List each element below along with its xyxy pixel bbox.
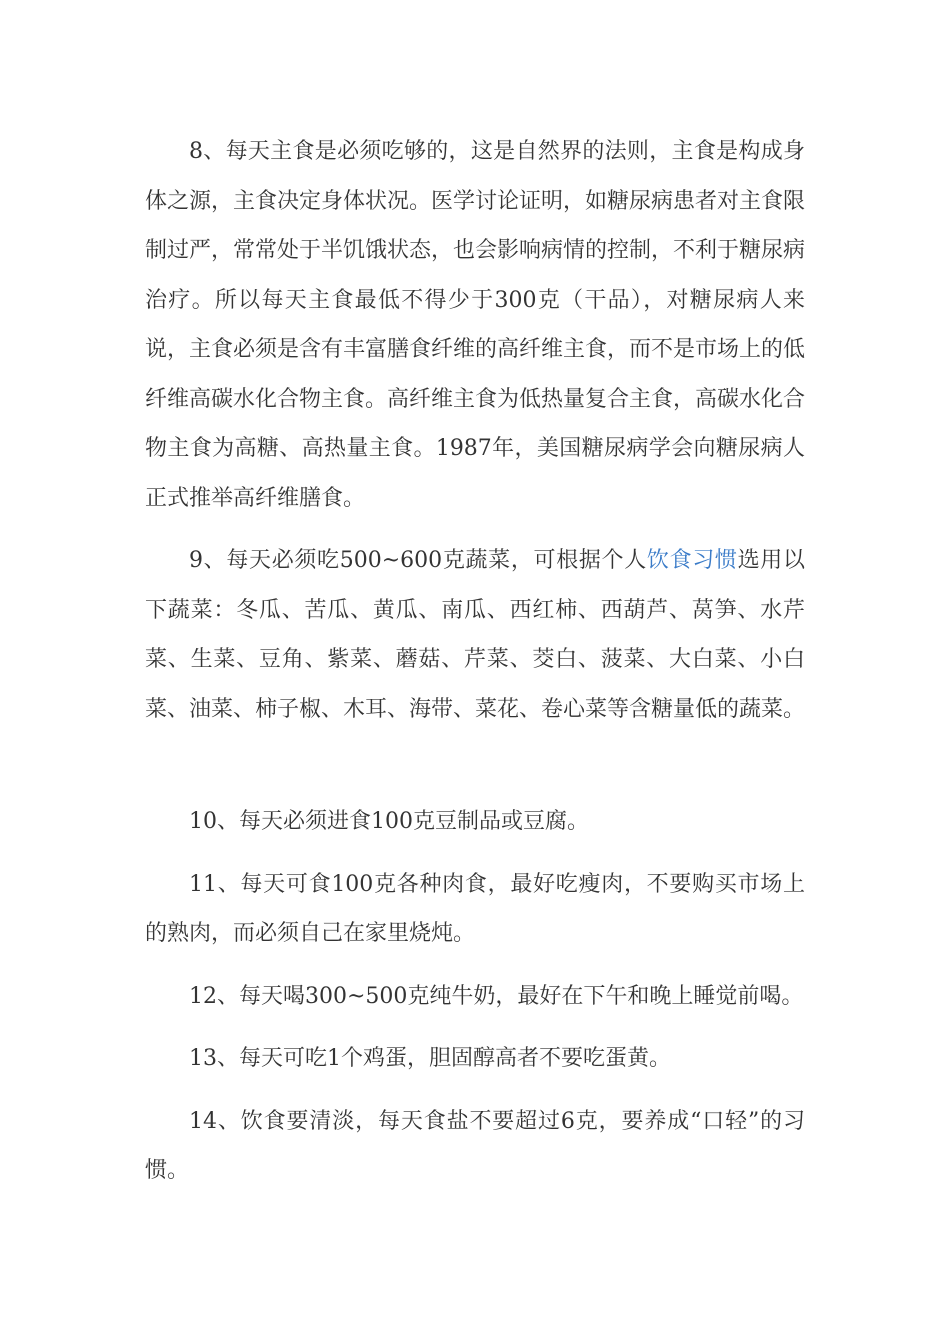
paragraph-9-text-end: 选用以下蔬菜：冬瓜、苦瓜、黄瓜、南瓜、西红柿、西葫芦、莴笋、水芹菜、生菜、豆角、紫菜、蘑菇、芹菜、茭白、菠菜、大白菜、小白菜、油菜、柿子椒、木耳、海带、菜花、卷心菜等含糖量低的蔬菜。: [145, 548, 806, 722]
paragraph-10: 10、每天必须进食100克豆制品或豆腐。: [189, 809, 589, 834]
paragraph-9: [145, 536, 805, 734]
paragraph-13: 13、每天可吃1个鸡蛋，胆固醇高者不要吃蛋黄。: [189, 1046, 671, 1071]
paragraph-11: 11、每天可食100克各种肉食，最好吃瘦肉，不要购买市场上的熟肉，而必须自己在家里烧炖。: [145, 871, 805, 946]
paragraph-9-text-start: 9、每天必须吃500~600克蔬菜，可根据个人: [189, 548, 647, 573]
paragraph-12: 12、每天喝300~500克纯牛奶，最好在下午和晚上睡觉前喝。: [189, 983, 804, 1009]
document-body: [145, 127, 805, 1196]
paragraph-14: 14、饮食要清淡，每天食盐不要超过6克，要养成“口轻”的习惯。: [145, 1108, 805, 1183]
paragraph-8: 8、每天主食是必须吃够的，这是自然界的法则，主食是构成身体之源，主食决定身体状况。医学讨论证明，如糖尿病患者对主食限制过严，常常处于半饥饿状态，也会影响病情的控制，不利于糖尿病治疗。所以每天主食最低不得少于300克（干品），对糖尿病人来说，主食必须是含有丰富膳食纤维的高纤维主食，而不是市场上的低纤维高碳水化合物主食。高纤维主食为低热量复合主食，高碳水化合物主食为高糖、高热量主食。1987年，美国糖尿病学会向糖尿病人正式推举高纤维膳食。: [145, 139, 806, 511]
diet-habit-link[interactable]: 饮食习惯: [646, 548, 738, 573]
